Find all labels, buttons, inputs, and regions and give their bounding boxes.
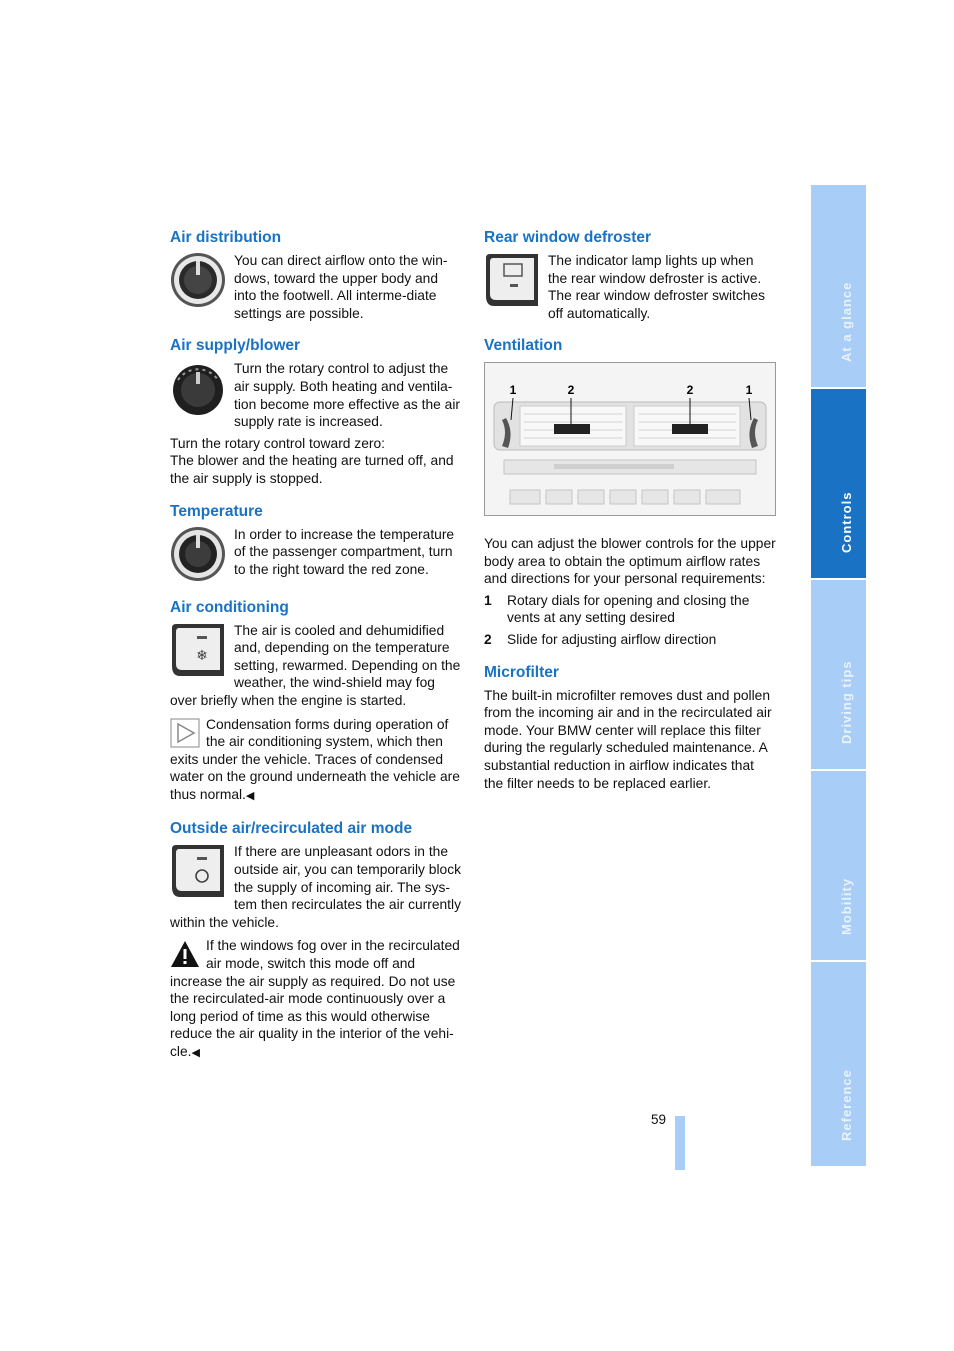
heading-rear-defroster: Rear window defroster bbox=[484, 229, 652, 246]
ac-note-text: Condensation forms during operation of the air conditioning system, which then exits under the vehicle. Traces of condensed water on the ground underneath the vehicle are thus normal. bbox=[170, 716, 460, 802]
section-temperature bbox=[170, 502, 462, 584]
right-column bbox=[484, 228, 776, 806]
temperature-knob-icon bbox=[170, 526, 226, 582]
ac-note bbox=[170, 716, 462, 806]
heading-temperature: Temperature bbox=[170, 502, 263, 520]
callout-1-right: 1 bbox=[745, 383, 753, 398]
air-distribution-text: You can direct airflow onto the win-dows, toward the upper body and into the footwell. All interme-diate settings are possible. bbox=[234, 253, 448, 321]
tab-controls[interactable]: Controls bbox=[811, 389, 866, 578]
ventilation-list bbox=[484, 592, 776, 649]
air-supply-text: Turn the rotary control to adjust the air supply. Both heating and ventila-tion become more effective as the air supply rate is increased. bbox=[234, 361, 460, 430]
heading-air-conditioning: Air conditioning bbox=[170, 598, 289, 616]
heading-air-supply: Air supply/blower bbox=[170, 337, 301, 355]
tab-mobility[interactable]: Mobility bbox=[811, 771, 866, 960]
callout-1-left: 1 bbox=[509, 383, 517, 398]
microfilter-text: The built-in microfilter removes dust and pollen from the incoming air and in the recirculated air mode. Your BMW center will replace this filter during the regularly scheduled maintenance. A substantial reduction in airflow indicates that the filter needs to be replaced earlier. bbox=[484, 687, 772, 791]
callout-2-right: 2 bbox=[686, 383, 694, 398]
recirculated-warning bbox=[170, 937, 462, 1062]
recirculated-text: If there are unpleasant odors in the outside air, you can temporarily block the supply of incoming air. The sys-tem then recirculates the air currently within the vehicle. bbox=[170, 844, 461, 930]
page-marker-bar bbox=[675, 1116, 685, 1170]
ac-text: The air is cooled and dehumidified and, depending on the temperature setting, rewarmed. Depending on the weather, the wind-shield may fog over briefly when the engine is started. bbox=[170, 622, 461, 708]
section-air-supply bbox=[170, 336, 462, 487]
list-item: 2 Slide for adjusting airflow direction bbox=[484, 631, 717, 647]
ventilation-diagram bbox=[484, 362, 776, 516]
section-ventilation bbox=[484, 336, 776, 648]
rear-defroster-text: The indicator lamp lights up when the rear window defroster is active. The rear window defroster switches off automatically. bbox=[548, 253, 766, 321]
heading-ventilation: Ventilation bbox=[484, 337, 563, 355]
callout-2-left: 2 bbox=[567, 383, 575, 398]
list-item: 1 Rotary dials for opening and closing the vents at any setting desired bbox=[484, 592, 750, 626]
blower-knob-icon bbox=[170, 360, 226, 416]
section-microfilter bbox=[484, 663, 776, 793]
tab-reference[interactable]: Reference bbox=[811, 962, 866, 1166]
recirculation-button-icon bbox=[170, 843, 226, 899]
heading-recirculated-air: Outside air/recirculated air mode bbox=[170, 820, 413, 838]
section-air-distribution bbox=[170, 228, 462, 322]
air-distribution-knob-icon bbox=[170, 252, 226, 308]
temperature-text: In order to increase the temperature of the passenger compartment, turn to the right toward the red zone. bbox=[234, 526, 455, 577]
note-triangle-icon bbox=[170, 718, 200, 748]
warning-icon bbox=[170, 939, 200, 969]
section-air-conditioning bbox=[170, 598, 462, 806]
section-recirculated-air bbox=[170, 819, 462, 1062]
chapter-sidebar bbox=[811, 185, 866, 1166]
tab-at-a-glance[interactable]: At a glance bbox=[811, 185, 866, 387]
end-mark-icon: ◀ bbox=[191, 1047, 200, 1059]
svg-text:❄: ❄ bbox=[196, 647, 208, 664]
air-supply-text-3: The blower and the heating are turned off, and the air supply is stopped. bbox=[170, 453, 454, 486]
ventilation-text: You can adjust the blower controls for the upper body area to obtain the optimum airflow rates and directions for your personal requirements: bbox=[484, 535, 776, 587]
rear-defroster-button-icon bbox=[484, 252, 540, 308]
ac-button-icon bbox=[170, 622, 226, 678]
heading-air-distribution: Air distribution bbox=[170, 229, 282, 246]
heading-microfilter: Microfilter bbox=[484, 663, 559, 681]
tab-driving-tips[interactable]: Driving tips bbox=[811, 580, 866, 769]
air-supply-text-2: Turn the rotary control toward zero: bbox=[170, 435, 385, 451]
page-number: 59 bbox=[651, 1112, 667, 1127]
section-rear-defroster bbox=[484, 228, 776, 322]
left-column bbox=[170, 228, 462, 1077]
recirculated-warning-text: If the windows fog over in the recirculated air mode, switch this mode off and increase the air supply as required. Do not use the recirculated-air mode continuously over a long period of time as this would otherwise reduce the air quality in the interior of the vehi-cle. bbox=[170, 938, 460, 1059]
end-mark-icon: ◀ bbox=[245, 789, 255, 802]
